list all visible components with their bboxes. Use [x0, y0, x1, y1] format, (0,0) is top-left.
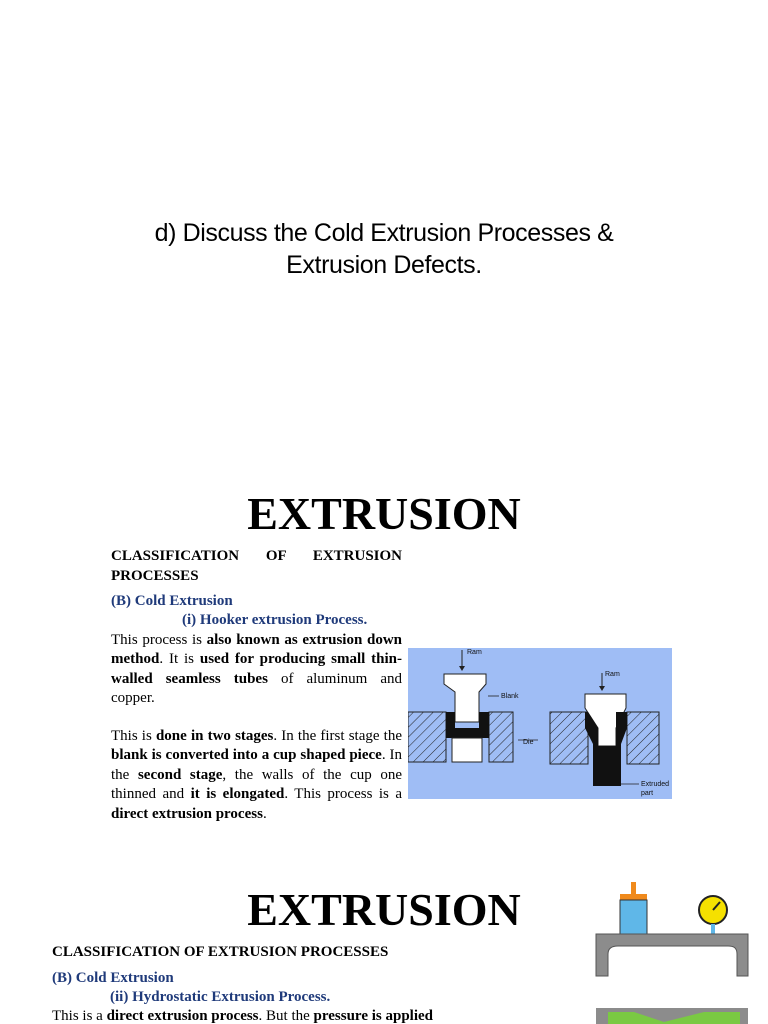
text-span: . This process is a	[284, 786, 402, 803]
text-span: , the walls of the cup one thinned and	[111, 766, 403, 803]
slide-title-line1: d) Discuss the Cold Extrusion Processes &	[154, 219, 614, 247]
cold-extrusion-label-2: (B) Cold Extrusion	[52, 970, 174, 986]
bold-span: done in two stages	[155, 728, 274, 744]
hooker-process-subtitle: (i) Hooker extrusion Process.	[182, 612, 368, 628]
text-span: . But the	[258, 1008, 314, 1024]
text-span: of aluminum and copper.	[111, 670, 402, 707]
extruded-label-1: Extruded	[641, 781, 670, 788]
hooker-extrusion-diagram	[408, 648, 672, 799]
blank-label: Blank	[501, 693, 519, 700]
text-span: . It is	[159, 651, 200, 668]
text-span: .	[262, 805, 267, 822]
text-span: This is	[111, 728, 156, 744]
hydrostatic-extrusion-diagram	[594, 880, 754, 1024]
bold-span: pressure is applied	[313, 1008, 434, 1024]
piston-icon	[631, 882, 636, 894]
bold-span: direct extrusion process	[111, 805, 263, 822]
hydrostatic-description-paragraph	[52, 1007, 472, 1024]
hydrostatic-process-subtitle: (ii) Hydrostatic Extrusion Process.	[110, 989, 331, 1005]
bold-span: direct extrusion process	[106, 1008, 259, 1024]
text-span: This process is	[111, 632, 207, 648]
bold-span: blank is converted into a cup shaped piece	[111, 747, 382, 764]
left-die-block-right	[489, 712, 513, 762]
text-span: . In the first stage the	[273, 728, 402, 744]
container-body	[596, 934, 748, 976]
left-die-block-left	[408, 712, 446, 762]
classification-heading: CLASSIFICATION OF EXTRUSION PROCESSES	[111, 548, 402, 584]
cold-extrusion-label: (B) Cold Extrusion	[111, 593, 233, 609]
extrusion-heading: EXTRUSION	[247, 488, 521, 539]
slide-title	[0, 217, 768, 281]
bold-span: also known as extrusion down method	[111, 632, 402, 668]
bold-span: used for producing small thin-walled seamless tubes	[111, 651, 403, 687]
die-label: Die	[523, 739, 534, 746]
classification-heading-2: CLASSIFICATION OF EXTRUSION PROCESSES	[52, 944, 389, 960]
extrusion-heading-2: EXTRUSION	[247, 884, 521, 935]
hooker-diagram-svg	[408, 648, 672, 799]
right-die-block-left	[550, 712, 588, 764]
bold-span: it is elongated	[190, 786, 285, 803]
text-span: . In the	[111, 747, 402, 783]
ram-label-right: Ram	[605, 671, 620, 678]
slide-title-line2: Extrusion Defects.	[286, 251, 482, 279]
ram-label-left: Ram	[467, 649, 482, 656]
text-span: This is a	[52, 1008, 107, 1024]
bold-span: second stage	[137, 766, 223, 783]
two-stages-paragraph	[111, 727, 402, 824]
right-die-block-right	[627, 712, 659, 764]
hydrostatic-diagram-svg	[594, 880, 754, 1024]
hooker-description-paragraph	[111, 631, 402, 709]
extruded-label-2: part	[641, 790, 654, 797]
